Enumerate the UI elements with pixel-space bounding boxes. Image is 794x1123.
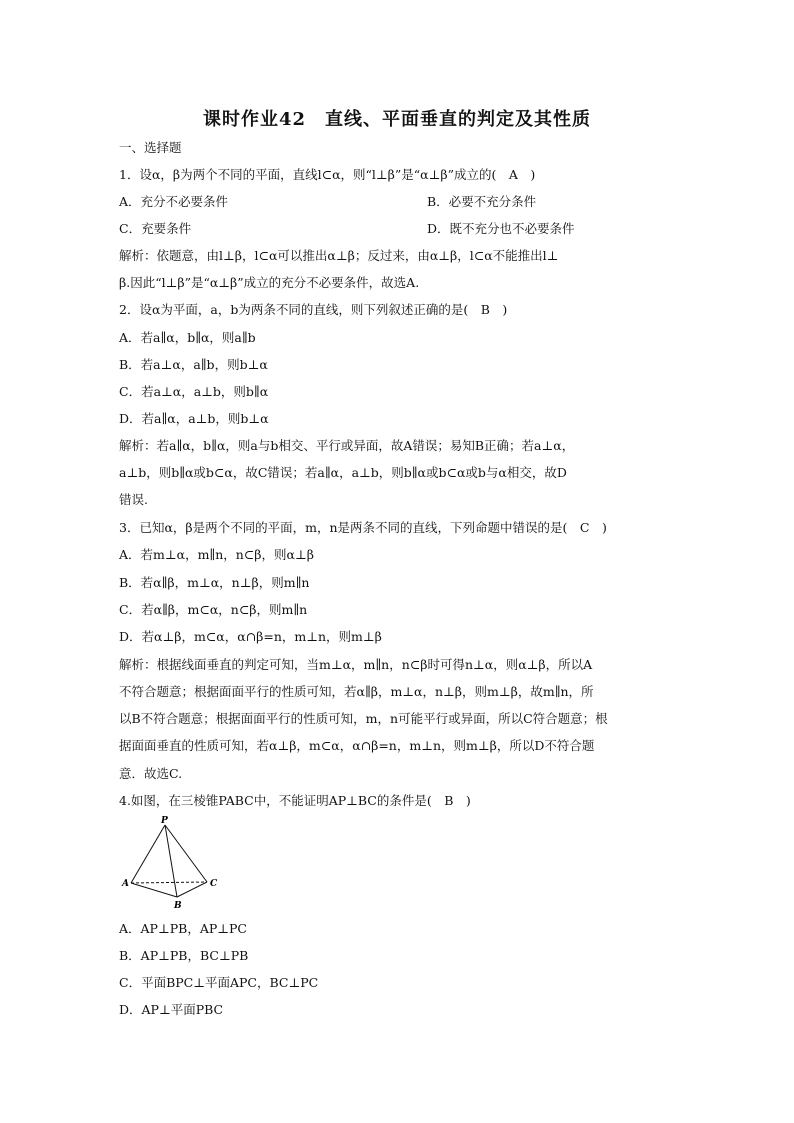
edge-ac-dashed: [131, 882, 207, 883]
label-b: B: [174, 901, 182, 910]
q2-option-d: D．若a∥α，a⊥b，则b⊥α: [119, 411, 269, 426]
label-c: C: [210, 879, 218, 889]
edge-ab: [131, 883, 177, 897]
pyramid-figure: [119, 815, 229, 914]
q4-stem: 4.如图，在三棱锥PABC中，不能证明AP⊥BC的条件是( B ): [119, 793, 471, 808]
q4-option-d: D．AP⊥平面PBC: [119, 1002, 224, 1017]
q2-option-a: A．若a∥α，b∥α，则a∥b: [119, 330, 256, 345]
label-a: A: [122, 879, 129, 889]
q2-analysis: 错误.: [119, 492, 148, 507]
q4-option-c: C．平面BPC⊥平面APC，BC⊥PC: [119, 975, 319, 990]
q3-analysis: 不符合题意；根据面面平行的性质可知，若α∥β，m⊥α，n⊥β，则m⊥β，故m∥n，所: [119, 684, 594, 699]
q2-analysis: a⊥b，则b∥α或b⊂α，故C错误；若a∥α，a⊥b，则b∥α或b⊂α或b与α相交，故D: [119, 465, 567, 480]
q3-analysis: 意．故选C.: [119, 766, 183, 781]
edge-pa: [131, 825, 165, 883]
q3-analysis: 据面面垂直的性质可知，若α⊥β，m⊂α，α∩β=n，m⊥n，则m⊥β，所以D不符合题: [119, 738, 595, 753]
edge-pc: [165, 825, 207, 882]
q2-option-c: C．若a⊥α，a⊥b，则b∥α: [119, 384, 269, 399]
q3-analysis: 解析：根据线面垂直的判定可知，当m⊥α，m∥n，n⊂β时可得n⊥α，则α⊥β，所以A: [119, 657, 593, 672]
q1-analysis: β.因此“l⊥β”是“α⊥β”成立的充分不必要条件，故选A.: [119, 275, 420, 290]
q2-option-b: B．若a⊥α，a∥b，则b⊥α: [119, 357, 268, 372]
q1-option-d: D．既不充分也不必要条件: [427, 221, 575, 236]
q3-option-b: B．若α∥β，m⊥α，n⊥β，则m∥n: [119, 575, 310, 590]
q3-option-d: D．若α⊥β，m⊂α，α∩β=n，m⊥n，则m⊥β: [119, 629, 382, 644]
q1-option-a: A．充分不必要条件: [119, 194, 229, 209]
q4-option-a: A．AP⊥PB，AP⊥PC: [119, 921, 247, 936]
page-title: 课时作业42 直线、平面垂直的判定及其性质: [202, 109, 592, 130]
q2-stem: 2．设α为平面，a，b为两条不同的直线，则下列叙述正确的是( B ): [119, 302, 508, 317]
label-p: P: [161, 816, 168, 826]
section-heading: 一、选择题: [119, 140, 182, 155]
q3-option-c: C．若α∥β，m⊂α，n⊂β，则m∥n: [119, 602, 308, 617]
q1-analysis: 解析：依题意，由l⊥β，l⊂α可以推出α⊥β；反过来，由α⊥β，l⊂α不能推出l⊥: [119, 248, 559, 263]
q1-stem: 1．设α，β为两个不同的平面，直线l⊂α，则“l⊥β”是“α⊥β”成立的( A ): [119, 167, 536, 182]
edge-pb: [165, 825, 177, 897]
edge-bc: [177, 882, 207, 897]
q3-analysis: 以B不符合题意；根据面面平行的性质可知，m，n可能平行或异面，所以C符合题意；根: [119, 711, 608, 726]
q1-option-c: C．充要条件: [119, 221, 192, 236]
q2-analysis: 解析：若a∥α，b∥α，则a与b相交、平行或异面，故A错误；易知B正确；若a⊥α，: [119, 438, 575, 453]
q3-option-a: A．若m⊥α，m∥n，n⊂β，则α⊥β: [119, 547, 314, 562]
q4-option-b: B．AP⊥PB，BC⊥PB: [119, 948, 249, 963]
q1-option-b: B．必要不充分条件: [427, 194, 537, 209]
q3-stem: 3．已知α，β是两个不同的平面，m，n是两条不同的直线，下列命题中错误的是( C ): [119, 520, 607, 535]
